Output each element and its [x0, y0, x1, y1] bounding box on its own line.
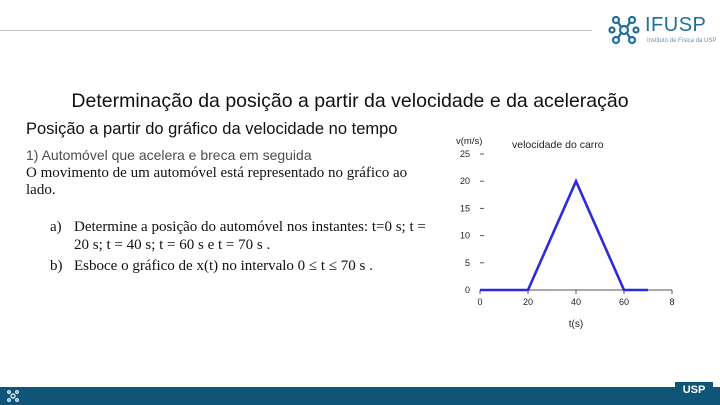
x-tick-label: 20: [522, 297, 534, 307]
x-tick-label: 8: [669, 297, 675, 307]
y-axis-label: v(m/s): [456, 136, 483, 147]
y-tick-label: 15: [459, 203, 470, 214]
y-tick-label: 20: [459, 176, 470, 187]
logo-subtitle: Instituto de Física da USP: [647, 38, 717, 44]
y-tick-label: 10: [459, 230, 470, 241]
question-a: [50, 218, 435, 254]
chart-title: velocidade do carro: [512, 139, 604, 151]
question-text: Esboce o gráfico de x(t) no intervalo 0 ≤ t ≤ 70 s .: [74, 258, 373, 274]
usp-logo-text: USP: [682, 384, 706, 396]
footer-bar: [0, 387, 720, 405]
x-tick-label: 0: [477, 297, 483, 307]
slide-title: Determinação da posição a partir da velocidade e da aceleração: [71, 90, 629, 112]
question-text: Determine a posição do automóvel nos instantes: t=0 s; t = 20 s; t = 40 s; t = 60 s e t = 70 s .: [74, 219, 426, 253]
logo-wordmark: IFUSP: [645, 14, 707, 36]
series-line: [480, 181, 648, 290]
y-tick-label: 25: [459, 149, 470, 159]
x-tick-label: 60: [618, 297, 630, 307]
header-divider: [0, 30, 592, 31]
x-axis-label: t(s): [568, 319, 584, 330]
item-heading: 1) Automóvel que acelera e breca em seguida: [26, 147, 312, 163]
x-tick-label: 40: [570, 297, 582, 307]
question-b: [50, 257, 435, 275]
body-text: O movimento de um automóvel está representado no gráfico ao lado.: [26, 165, 408, 198]
usp-logo-icon: [675, 382, 713, 396]
question-label: b): [50, 258, 63, 274]
ifusp-mini-icon: [6, 389, 20, 403]
question-label: a): [50, 219, 62, 235]
y-tick-label: 5: [464, 257, 470, 268]
y-tick-label: 0: [464, 285, 470, 295]
section-title: Posição a partir do gráfico da velocidade no tempo: [26, 120, 398, 138]
velocity-chart: [440, 132, 700, 337]
